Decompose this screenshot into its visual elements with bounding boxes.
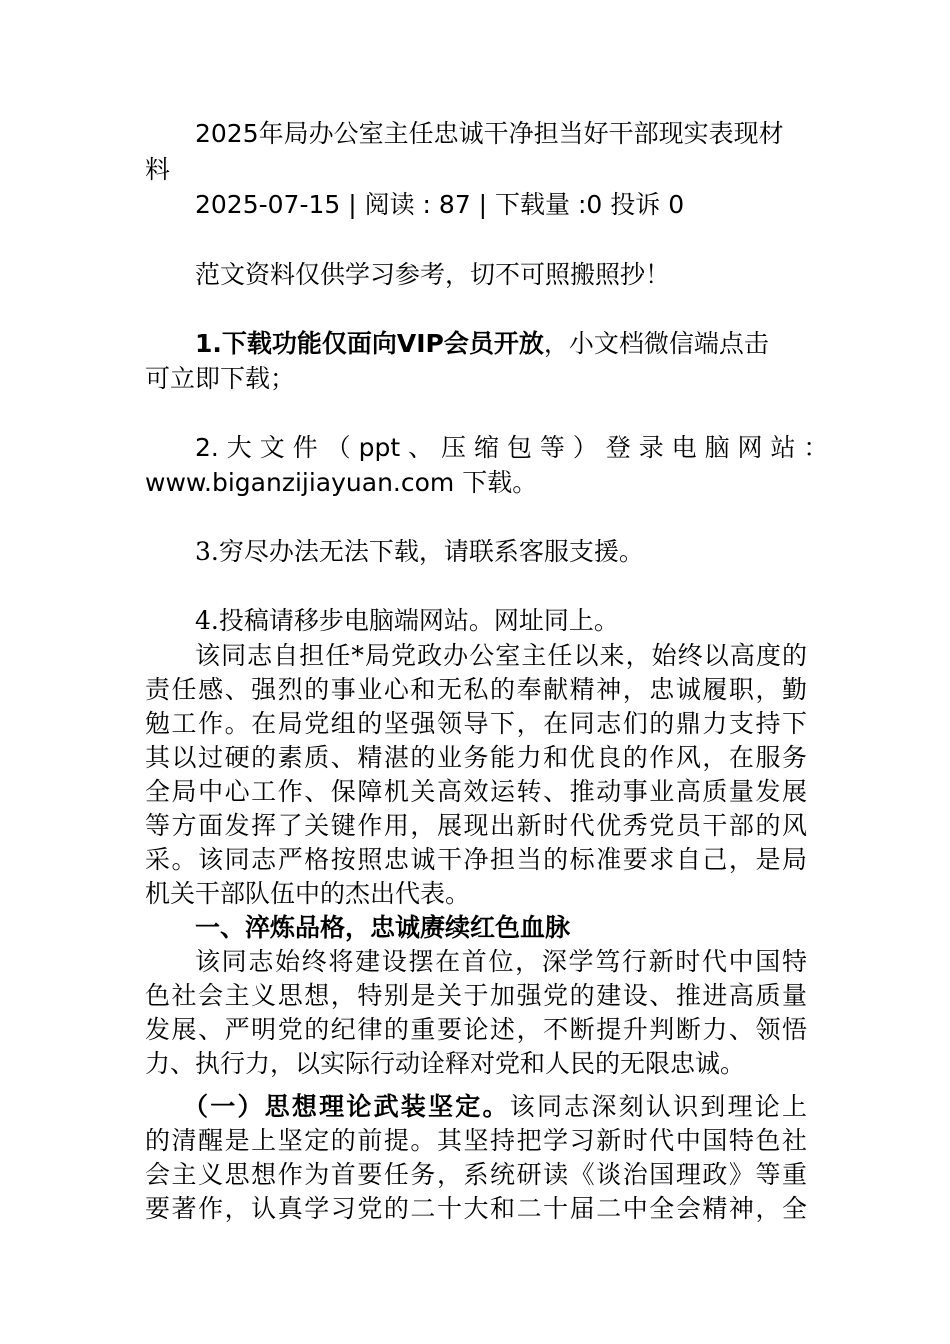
subsection-1-first-line [145, 1090, 807, 1124]
notice-item-2-line-1: 2. 大 文 件 （ ppt 、 压 缩 包 等 ） 登 录 电 脑 网 站 ： [195, 433, 829, 462]
notice-item-1-line-2: 可立即下载； [145, 364, 296, 393]
paragraph-line: 该同志自担任*局党政办公室主任以来，始终以高度的 [195, 641, 807, 670]
notice-item-4: 4.投稿请移步电脑端网站。网址同上。 [195, 606, 619, 635]
paragraph-line: 全局中心工作、保障机关高效运转、推动事业高质量发展 [145, 777, 807, 806]
title-line-1: 2025年局办公室主任忠诚干净担当好干部现实表现材 [195, 119, 784, 148]
notice-item-3: 3.穷尽办法无法下载，请联系客服支援。 [195, 537, 644, 566]
section-1-heading: 一、淬炼品格，忠诚赓续红色血脉 [195, 913, 571, 942]
paragraph-line: 力、执行力，以实际行动诠释对党和人民的无限忠诚。 [145, 1049, 746, 1078]
disclaimer-text: 范文资料仅供学习参考，切不可照搬照抄！ [195, 260, 671, 289]
document-meta: 2025-07-15 | 阅读 : 87 | 下载量 :0 投诉 0 [195, 190, 685, 219]
section-1-paragraph [145, 945, 807, 1081]
notice-item-1-rest: ，小文档微信端点击 [543, 329, 769, 358]
paragraph-line: 责任感、强烈的事业心和无私的奉献精神，忠诚履职，勤 [145, 675, 807, 704]
notice-item-2-line-2: www.biganzijiayuan.com 下载。 [145, 468, 538, 497]
paragraph-line: 发展、严明党的纪律的重要论述，不断提升判断力、领悟 [145, 1015, 807, 1044]
paragraph-line: 等方面发挥了关键作用，展现出新时代优秀党员干部的风 [145, 811, 807, 840]
paragraph-line: 色社会主义思想，特别是关于加强党的建设、推进高质量 [145, 981, 807, 1010]
paragraph-line: 会主义思想作为首要任务，系统研读《谈治国理政》等重 [145, 1160, 807, 1189]
paragraph-line: 要著作，认真学习党的二十大和二十届二中全会精神，全 [145, 1194, 807, 1223]
paragraph-line: 的清醒是上坚定的前提。其坚持把学习新时代中国特色社 [145, 1126, 807, 1155]
paragraph-line: 该同志始终将建设摆在首位，深学笃行新时代中国特 [195, 947, 807, 976]
subsection-1-heading: （一）思想理论武装坚定。 [183, 1092, 510, 1121]
document-title [195, 117, 784, 151]
document-title-continued [145, 153, 170, 187]
subsection-1-paragraph [145, 1090, 807, 1226]
paragraph-line: 勉工作。在局党组的坚强领导下，在同志们的鼎力支持下 [145, 709, 807, 738]
title-line-2: 料 [145, 155, 171, 184]
paragraph-line: 其以过硬的素质、精湛的业务能力和优良的作风，在服务 [145, 743, 807, 772]
paragraph-line: 采。该同志严格按照忠诚干净担当的标准要求自己，是局 [145, 845, 807, 874]
paragraph-line: 机关干部队伍中的杰出代表。 [145, 879, 471, 908]
notice-item-1-bold: 1.下载功能仅面向VIP会员开放 [195, 329, 544, 358]
notice-item-1 [195, 327, 769, 361]
intro-paragraph [145, 639, 807, 911]
notice-item-2 [145, 431, 829, 465]
subsection-1-first-line-rest: 该同志深刻认识到理论上 [509, 1092, 807, 1121]
